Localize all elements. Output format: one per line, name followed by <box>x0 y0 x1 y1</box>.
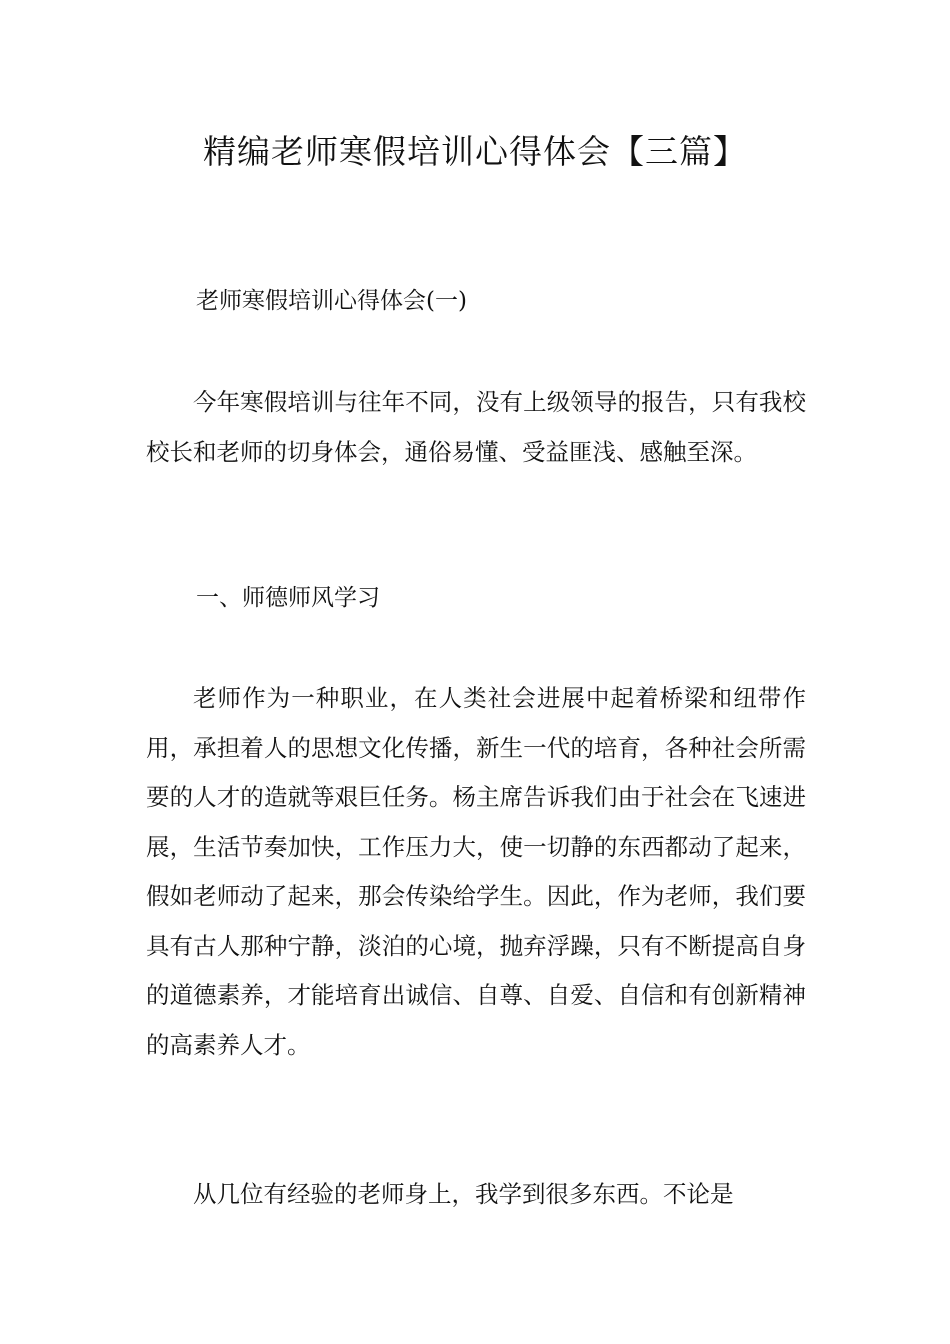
section-heading: 老师寒假培训心得体会(一) <box>196 288 467 314</box>
document-title: 精编老师寒假培训心得体会【三篇】 <box>203 132 747 171</box>
intro-paragraph: 今年寒假培训与往年不同，没有上级领导的报告，只有我校校长和老师的切身体会，通俗易懂、受益匪浅、感触至深。 <box>146 388 806 466</box>
body-paragraph-2: 从几位有经验的老师身上，我学到很多东西。不论是 <box>193 1180 734 1208</box>
subheading-ethics: 一、师德师风学习 <box>196 585 380 611</box>
body-paragraph-1: 老师作为一种职业，在人类社会进展中起着桥梁和纽带作用，承担着人的思想文化传播，新生一代的培育，各种社会所需要的人才的造就等艰巨任务。杨主席告诉我们由于社会在飞速进展，生活节奏加快，工作压力大，使一切静的东西都动了起来，假如老师动了起来，那会传染给学生。因此，作为老师，我们要具有古人那种宁静，淡泊的心境，抛弃浮躁，只有不断提高自身的道德素养，才能培育出诚信、自尊、自爱、自信和有创新精神的高素养人才。 <box>146 684 806 1059</box>
